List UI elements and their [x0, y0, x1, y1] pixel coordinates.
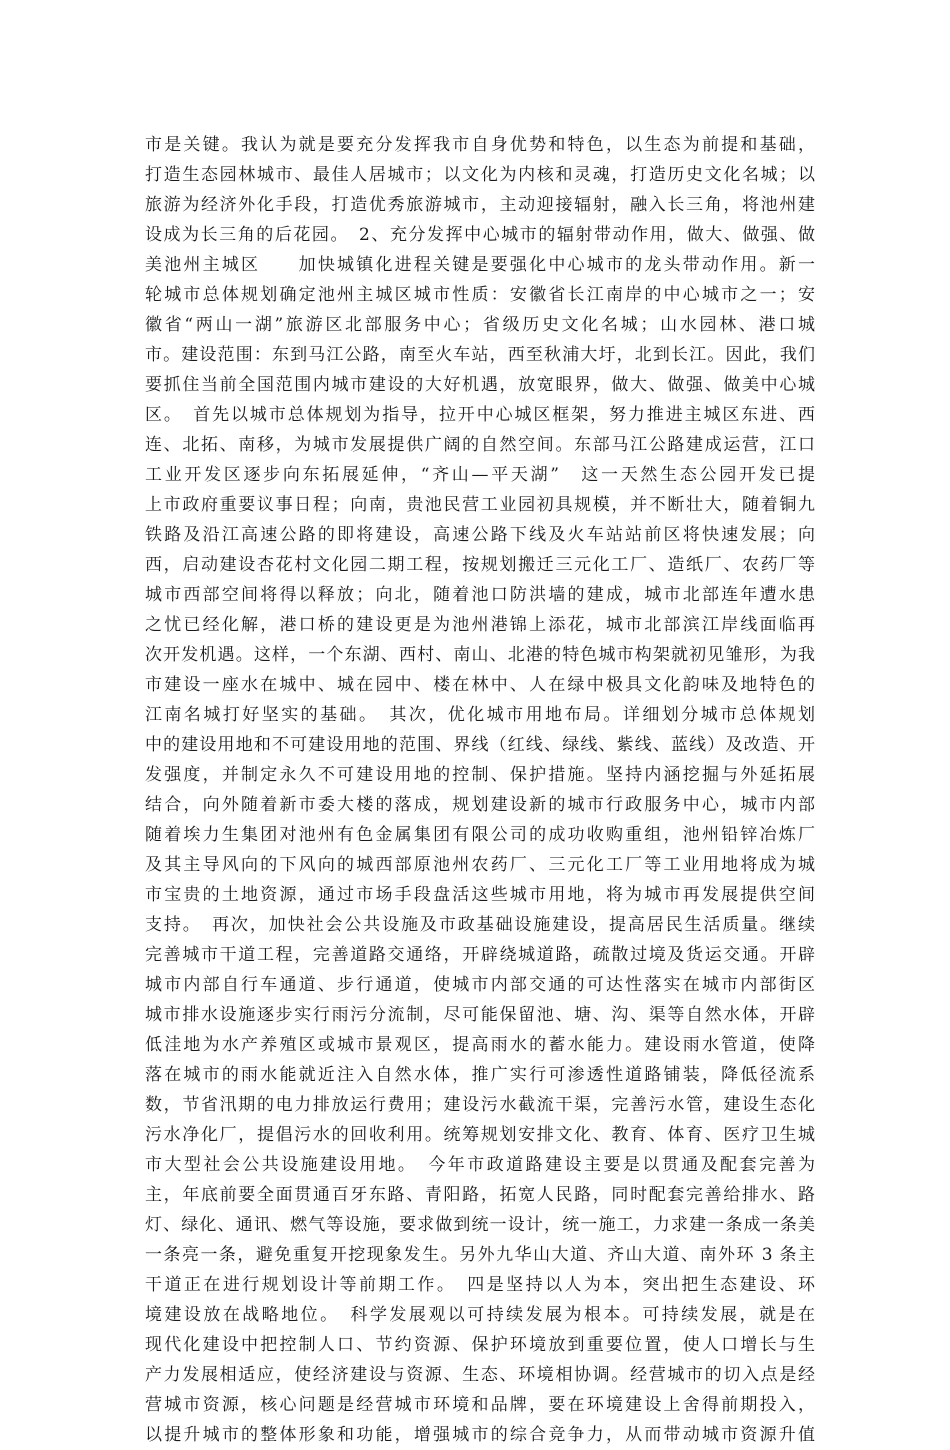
text-line: 主，年底前要全面贯通百牙东路、青阳路，拓宽人民路，同时配套完善给排水、路	[145, 1185, 815, 1205]
text-line: 一条亮一条，避免重复开挖现象发生。另外九华山大道、齐山大道、南外环 3 条主	[145, 1245, 815, 1265]
text-line: 产力发展相适应，使经济建设与资源、生态、环境相协调。经营城市的切入点是经	[145, 1365, 815, 1385]
text-line: 之忧已经化解，港口桥的建设更是为池州港锦上添花，城市北部滨江岸线面临再	[145, 615, 815, 635]
text-line: 铁路及沿江高速公路的即将建设，高速公路下线及火车站站前区将快速发展；向	[145, 525, 815, 545]
text-line: 发强度，并制定永久不可建设用地的控制、保护措施。坚持内涵挖掘与外延拓展	[145, 765, 815, 785]
text-line: 及其主导风向的下风向的城西部原池州农药厂、三元化工厂等工业用地将成为城	[145, 855, 815, 875]
text-line: 城市西部空间将得以释放；向北，随着池口防洪墙的建成，城市北部连年遭水患	[145, 585, 815, 605]
text-line: 要抓住当前全国范围内城市建设的大好机遇，放宽眼界，做大、做强、做美中心城	[145, 375, 815, 395]
text-line: 旅游为经济外化手段，打造优秀旅游城市，主动迎接辐射，融入长三角，将池州建	[145, 195, 815, 215]
text-line: 灯、绿化、通讯、燃气等设施，要求做到统一设计，统一施工，力求建一条成一条美	[145, 1215, 815, 1235]
text-line: 支持。 再次，加快社会公共设施及市政基础设施建设，提高居民生活质量。继续	[145, 915, 815, 935]
text-line: 市是关键。我认为就是要充分发挥我市自身优势和特色，以生态为前提和基础，	[145, 135, 815, 155]
text-line: 区。 首先以城市总体规划为指导，拉开中心城区框架，努力推进主城区东进、西	[145, 405, 815, 425]
text-line: 连、北拓、南移，为城市发展提供广阔的自然空间。东部马江公路建成运营，江口	[145, 435, 815, 455]
text-line: 上市政府重要议事日程；向南，贵池民营工业园初具规模，并不断壮大，随着铜九	[145, 495, 815, 515]
text-line: 市大型社会公共设施建设用地。 今年市政道路建设主要是以贯通及配套完善为	[145, 1155, 815, 1175]
text-line: 以提升城市的整体形象和功能，增强城市的综合竞争力，从而带动城市资源升值	[145, 1425, 815, 1445]
text-line: 市。建设范围：东到马江公路，南至火车站，西至秋浦大圩，北到长江。因此，我们	[145, 345, 815, 365]
body-text	[145, 130, 815, 1450]
text-line: 徽省“两山一湖”旅游区北部服务中心；省级历史文化名城；山水园林、港口城	[145, 315, 815, 335]
text-line: 境建设放在战略地位。 科学发展观以可持续发展为根本。可持续发展，就是在	[145, 1305, 815, 1325]
text-line: 工业开发区逐步向东拓展延伸，“齐山—平天湖” 这一天然生态公园开发已提	[145, 465, 815, 485]
text-line: 城市排水设施逐步实行雨污分流制，尽可能保留池、塘、沟、渠等自然水体，开辟	[145, 1005, 815, 1025]
text-line: 市建设一座水在城中、城在园中、楼在林中、人在绿中极具文化韵味及地特色的	[145, 675, 815, 695]
text-line: 市宝贵的土地资源，通过市场手段盘活这些城市用地，将为城市再发展提供空间	[145, 885, 815, 905]
text-line: 中的建设用地和不可建设用地的范围、界线（红线、绿线、紫线、蓝线）及改造、开	[145, 735, 815, 755]
text-line: 完善城市干道工程，完善道路交通络，开辟绕城道路，疏散过境及货运交通。开辟	[145, 945, 815, 965]
text-line: 次开发机遇。这样，一个东湖、西村、南山、北港的特色城市构架就初见雏形，为我	[145, 645, 815, 665]
text-line: 城市内部自行车通道、步行通道，使城市内部交通的可达性落实在城市内部街区	[145, 975, 815, 995]
text-line: 设成为长三角的后花园。 2、充分发挥中心城市的辐射带动作用，做大、做强、做	[145, 225, 815, 245]
text-line: 污水净化厂，提倡污水的回收利用。统筹规划安排文化、教育、体育、医疗卫生城	[145, 1125, 815, 1145]
text-line: 西，启动建设杏花村文化园二期工程，按规划搬迁三元化工厂、造纸厂、农药厂等	[145, 555, 815, 575]
text-line: 轮城市总体规划确定池州主城区城市性质：安徽省长江南岸的中心城市之一；安	[145, 285, 815, 305]
text-line: 美池州主城区 加快城镇化进程关键是要强化中心城市的龙头带动作用。新一	[145, 255, 815, 275]
text-line: 落在城市的雨水能就近注入自然水体，推广实行可渗透性道路铺装，降低径流系	[145, 1065, 815, 1085]
text-line: 打造生态园林城市、最佳人居城市；以文化为内核和灵魂，打造历史文化名城；以	[145, 165, 815, 185]
text-line: 江南名城打好坚实的基础。 其次，优化城市用地布局。详细划分城市总体规划	[145, 705, 815, 725]
text-line: 数，节省汛期的电力排放运行费用；建设污水截流干渠，完善污水管，建设生态化	[145, 1095, 815, 1115]
text-line: 结合，向外随着新市委大楼的落成，规划建设新的城市行政服务中心，城市内部	[145, 795, 815, 815]
text-line: 现代化建设中把控制人口、节约资源、保护环境放到重要位置，使人口增长与生	[145, 1335, 815, 1355]
text-line: 干道正在进行规划设计等前期工作。 四是坚持以人为本，突出把生态建设、环	[145, 1275, 815, 1295]
text-line: 低洼地为水产养殖区或城市景观区，提高雨水的蓄水能力。建设雨水管道，使降	[145, 1035, 815, 1055]
text-line: 随着埃力生集团对池州有色金属集团有限公司的成功收购重组，池州铅锌冶炼厂	[145, 825, 815, 845]
text-line: 营城市资源，核心问题是经营城市环境和品牌，要在环境建设上舍得前期投入，	[145, 1395, 815, 1415]
